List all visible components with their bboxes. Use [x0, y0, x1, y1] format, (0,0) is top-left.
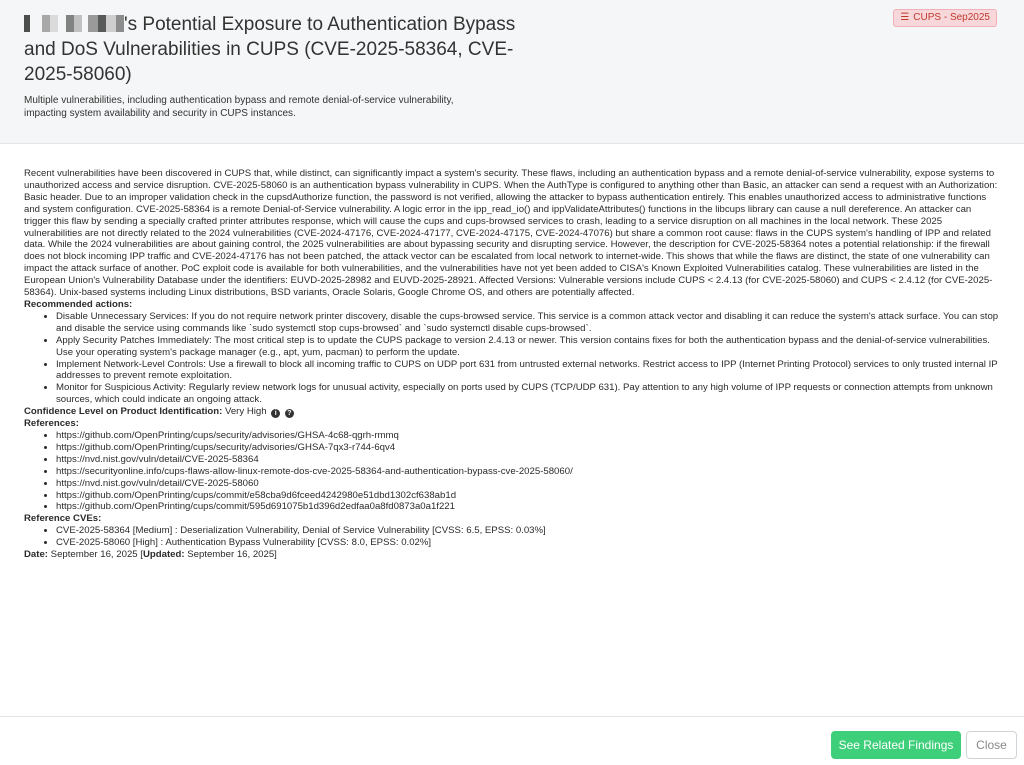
reference-link[interactable]: • https://github.com/OpenPrinting/cups/commit/e58cba9d6fceed4242980e51dbd1302cf638ab1d	[56, 490, 1000, 502]
reference-link[interactable]: • https://github.com/OpenPrinting/cups/security/advisories/GHSA-4c68-qgrh-rmmq	[56, 430, 1000, 442]
list-item: • CVE-2025-58060 [High] : Authentication Bypass Vulnerability [CVSS: 8.0, EPSS: 0.02%]	[56, 537, 1000, 549]
reference-link[interactable]: • https://securityonline.info/cups-flaws-allow-linux-remote-dos-cve-2025-58364-and-authentication-bypass-cve-2025-58060/	[56, 466, 1000, 478]
date-label: Date:	[24, 549, 48, 561]
see-related-findings-button[interactable]: See Related Findings	[831, 731, 961, 759]
info-icon[interactable]: i	[271, 409, 280, 418]
reference-cves-list	[56, 525, 1000, 549]
category-badge[interactable]	[893, 9, 997, 27]
list-icon: ☰	[900, 12, 910, 23]
list-item: • Monitor for Suspicious Activity: Regularly review network logs for unusual activity, especially on ports used by CUPS (TCP/UDP 631). Pay attention to any high volume of IPP requests or connection attempts from unknown sources, which could indicate an ongoing attack.	[56, 382, 1000, 406]
references-heading: References:	[24, 418, 79, 430]
description-text: Recent vulnerabilities have been discovered in CUPS that, while distinct, can significantly impact a system's security. These flaws, including an authentication bypass and a remote denial-of-service vulnerability, expose systems to unauthorized access and service disruption. CVE-2025-58060 is an authentication bypass vulnerability in CUPS. When the AuthType is configured to anything other than Basic, an attacker can send a request with an Authorization: Basic header. Due to an improper validation check in the cupsdAuthorize function, the password is not verified, allowing the attacker to bypass authentication entirely. This enables unauthorized access to administrative functions and system configuration. CVE-2025-58364 is a remote Denial-of-Service vulnerability. A logic error in the ipp_read_io() and ippValidateAttributes() functions in the libcups library can cause a null dereference. An attacker can trigger this flaw by sending a specially crafted printer attributes response, which will cause the cups and cups-browsed services to crash, leading to a service disruption on all machines in the local network. These 2025 vulnerabilities are not directly related to the 2024 vulnerabilities (CVE-2024-47176, CVE-2024-47177, CVE-2024-47175, CVE-2024-47076) but share a common root cause: flaws in the CUPS system's handling of IPP and related data. While the 2024 vulnerabilities are about gaining control, the 2025 vulnerabilities are about bypassing security and disrupting service. However, the description for CVE-2025-58364 notes a potential relationship: if the firewall does not block incoming IPP traffic and CVE-2024-47176 has not been patched, the attack vector can be escalated from local network to internet-wide. This shows that while the flaws are distinct, the state of one vulnerability can impact the attack surface of another. PoC exploit code is available for both vulnerabilities, and the vulnerabilities have not yet been added to CISA's Known Exploited Vulnerabilities catalog. These vulnerabilities are listed in the European Union's Vulnerability Database under the identifiers: EUVD-2025-28982 and EUVD-2025-28921. Affected Versions: Vulnerable versions include CUPS < 2.4.13 (for CVE-2025-58060) and CUPS < 2.4.12 (for CVE-2025-58364). Unix-based systems including Linux distributions, BSD variants, Oracle Solaris, Google Chrome OS, and others are potentially affected.	[24, 168, 998, 299]
updated-value: September 16, 2025	[187, 549, 275, 561]
confidence-label: Confidence Level on Product Identification:	[24, 406, 223, 418]
redacted-company-name	[24, 15, 124, 32]
reference-link[interactable]: • https://github.com/OpenPrinting/cups/commit/595d691075b1d396d2edfaa0a8fd0873a0a1f221	[56, 501, 1000, 513]
list-item: • Apply Security Patches Immediately: The most critical step is to update the CUPS package to version 2.4.13 or newer. This version contains fixes for both the authentication bypass and the denial-of-service vulnerabilities. Use your operating system's package manager (e.g., apt, yum, pacman) to perform the update.	[56, 335, 1000, 359]
modal-footer	[0, 716, 1024, 765]
date-value: September 16, 2025	[50, 549, 138, 561]
reference-cves-heading: Reference CVEs:	[24, 513, 102, 525]
references-list	[56, 430, 1000, 513]
reference-link[interactable]: • https://nvd.nist.gov/vuln/detail/CVE-2025-58060	[56, 478, 1000, 490]
badge-label: CUPS - Sep2025	[913, 12, 990, 23]
reference-link[interactable]: • https://nvd.nist.gov/vuln/detail/CVE-2025-58364	[56, 454, 1000, 466]
updated-label: Updated:	[142, 549, 185, 561]
help-icon[interactable]: ?	[285, 409, 294, 418]
confidence-row	[24, 406, 1000, 418]
reference-link[interactable]: • https://github.com/OpenPrinting/cups/security/advisories/GHSA-7qx3-r744-6qv4	[56, 442, 1000, 454]
confidence-value: Very High	[224, 406, 267, 418]
finding-content	[24, 168, 1000, 561]
close-button[interactable]: Close	[966, 731, 1017, 759]
list-item: • Implement Network-Level Controls: Use a firewall to block all incoming traffic to CUPS on UDP port 631 from untrusted external networks. Restrict access to IPP (Internet Printing Protocol) services to only trusted internal IP addresses to prevent remote exploitation.	[56, 359, 1000, 383]
modal-header	[0, 0, 1024, 144]
list-item: • Disable Unnecessary Services: If you do not require network printer discovery, disable the cups-browsed service. This service is a common attack vector and disabling it can reduce the system's attack surface. You can stop and disable the service using commands like `sudo systemctl stop cups-browsed` and `sudo systemctl disable cups-browsed`.	[56, 311, 1000, 335]
recommended-actions-heading: Recommended actions:	[24, 298, 133, 310]
page-title: 's Potential Exposure to Authentication Bypass and DoS Vulnerabilities in CUPS (CVE-2025-58364, CVE-2025-58060)	[24, 14, 516, 85]
recommended-actions-list	[56, 311, 1000, 406]
page-subtitle: Multiple vulnerabilities, including authentication bypass and remote denial-of-service vulnerability, impacting system availability and security in CUPS instances.	[24, 95, 454, 119]
date-row: Date: September 16, 2025 [Updated: September 16, 2025]	[24, 549, 277, 561]
list-item: • CVE-2025-58364 [Medium] : Deserialization Vulnerability, Denial of Service Vulnerability [CVSS: 6.5, EPSS: 0.03%]	[56, 525, 1000, 537]
